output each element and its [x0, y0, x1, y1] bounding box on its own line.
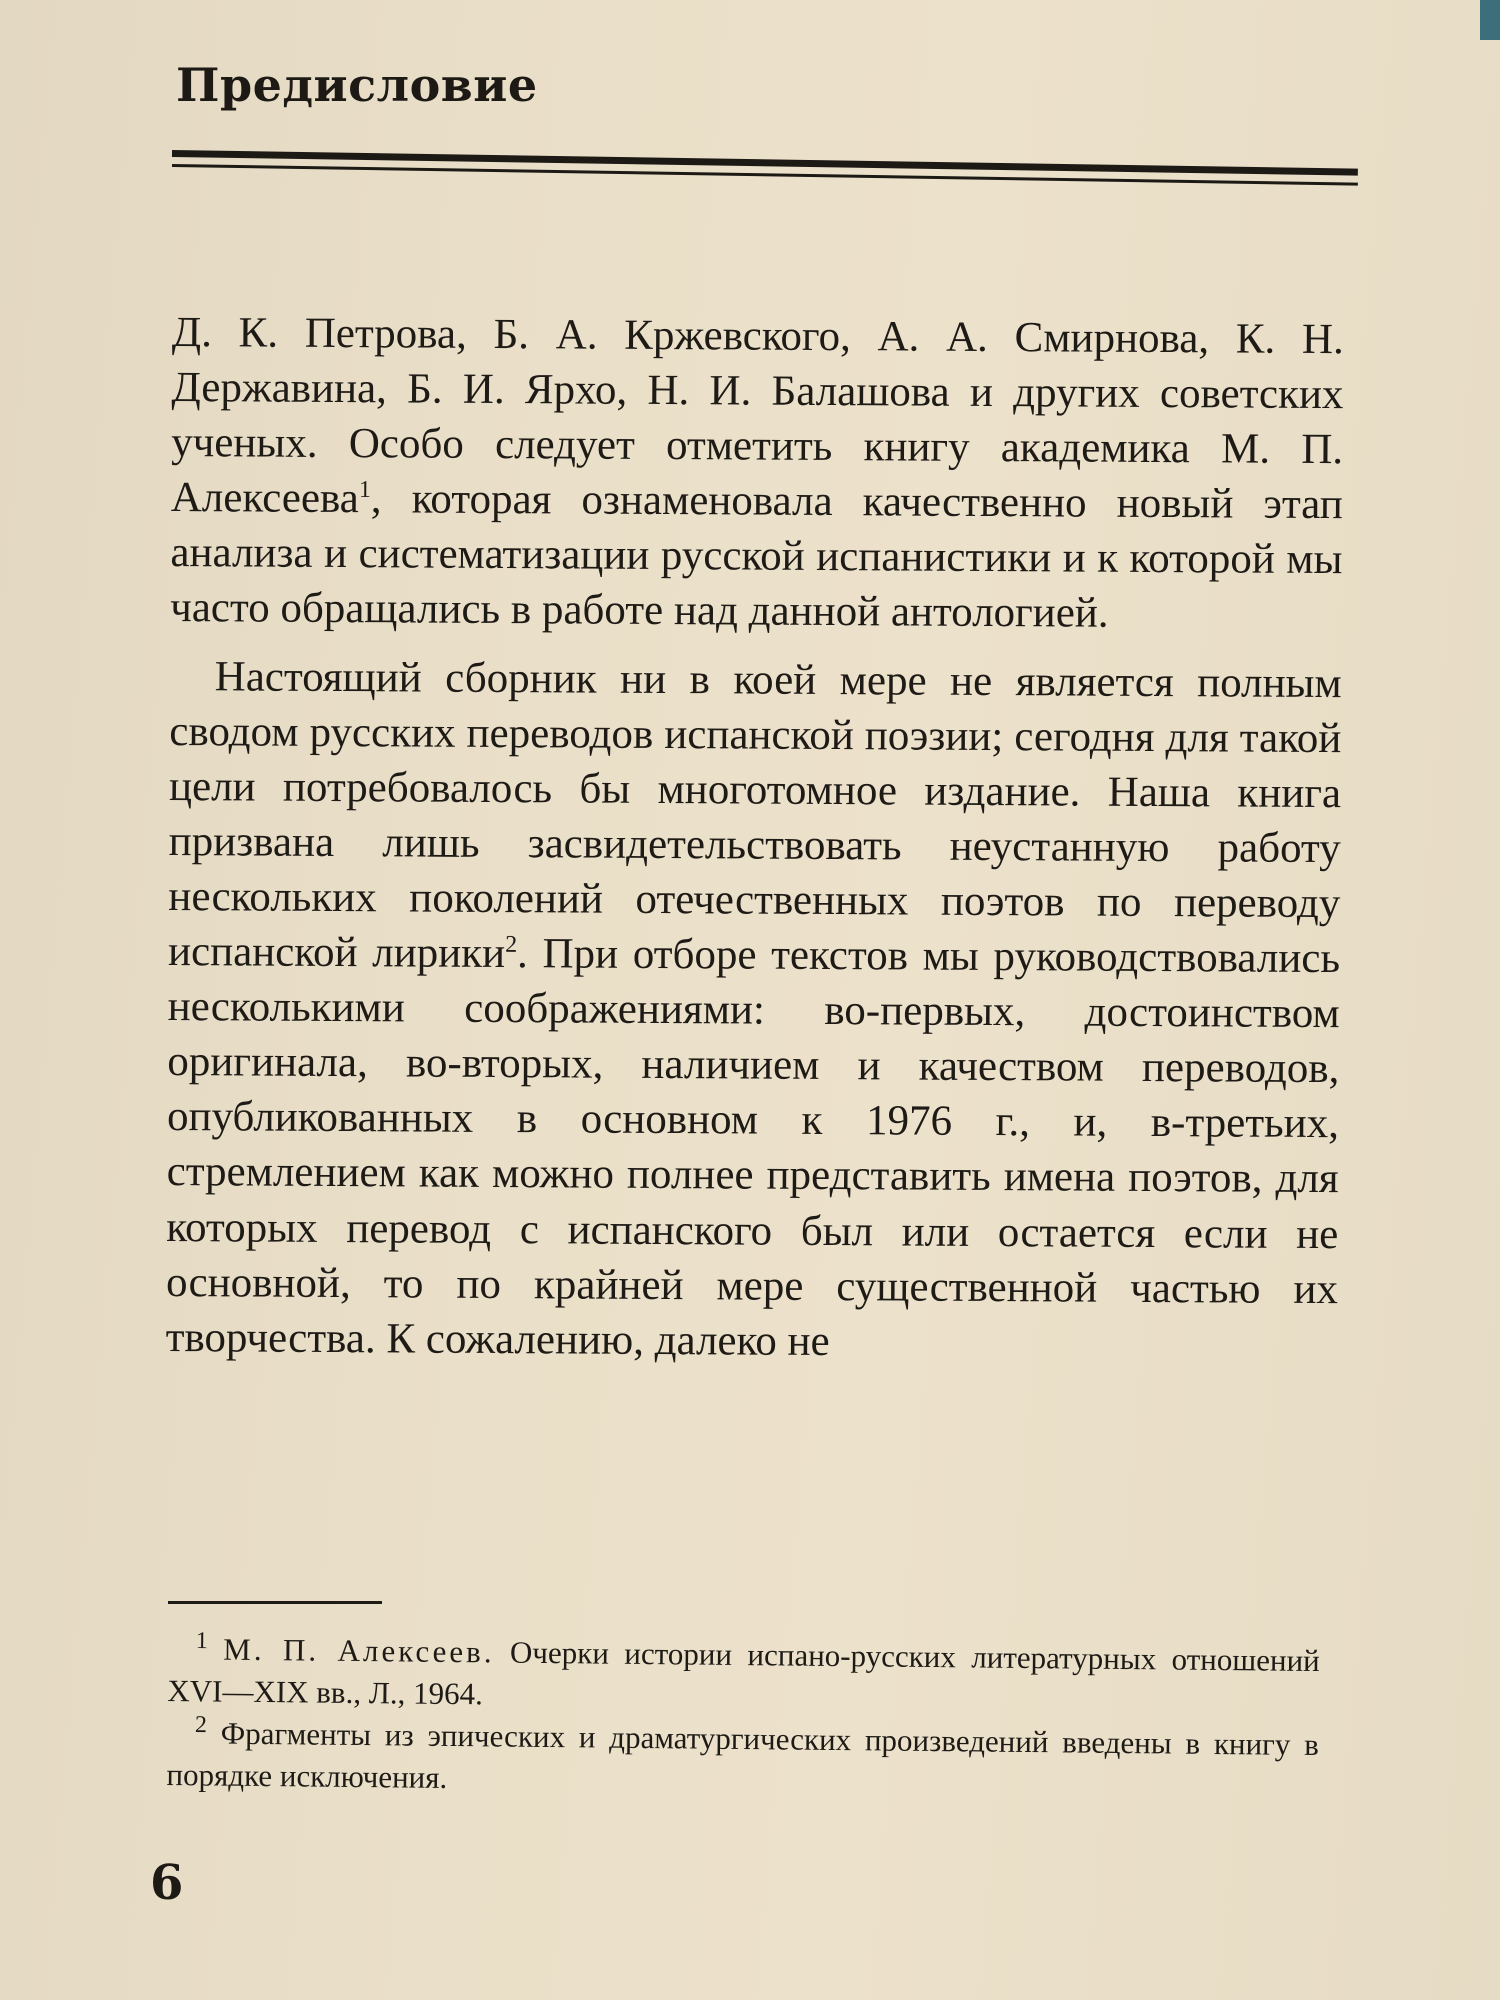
book-edge-strip [1480, 0, 1500, 40]
paragraph-2-part-1: Настоящий сборник ни в коей мере не является полным сводом русских переводов испанской поэзии; сегодня для такой цели потребовалось бы многотомное издание. Наша книга призвана лишь засвидетельствовать неустанную работу нескольких поколений отечественных поэтов по переводу испанской лирики [167, 653, 1342, 978]
footnote-1-author: М. П. Алексеев. [223, 1631, 495, 1670]
footnote-1 [167, 1628, 1320, 1724]
footnotes [166, 1628, 1320, 1807]
footnote-1-text: Очерки истории испано-русских литературных отношений XVI—XIX вв., Л., 1964. [167, 1634, 1320, 1712]
paragraph-2 [166, 649, 1342, 1372]
running-head: Предисловие [176, 58, 538, 112]
footnote-separator [168, 1601, 382, 1604]
footnote-2-marker: 2 [194, 1711, 208, 1738]
footnote-ref-1: 1 [358, 476, 371, 503]
paragraph-1-part-1: Д. К. Петрова, Б. А. Кржевского, А. А. Смирнова, К. Н. Державина, Б. И. Ярхо, Н. И. Балашова и других советских ученых. Особо следует отметить книгу академика М. П. Алексеева [170, 308, 1344, 523]
paragraph-1 [170, 305, 1344, 642]
paragraph-2-part-2: . При отборе текстов мы руководствовались несколькими соображениями: во-первых, достоинством оригинала, во-вторых, наличием и качеством переводов, опубликованных в основном к 1976 г., и, в-третьих, стремлением как можно полнее представить имена поэтов, для которых перевод с испанского был или остается если не основной, то по крайней мере существенной частью их творчества. К сожалению, далеко не [165, 930, 1341, 1365]
paragraph-1-part-2: , которая ознаменовала качественно новый этап анализа и систематизации русской испанистики и к которой мы часто обращались в работе над данной антологией. [170, 475, 1343, 637]
footnote-2-text: Фрагменты из эпических и драматургических произведений введены в книгу в порядке исключения. [166, 1715, 1320, 1795]
page-number: 6 [150, 1855, 184, 1911]
footnote-2 [166, 1712, 1319, 1808]
main-text [166, 305, 1344, 1372]
footnote-1-marker: 1 [195, 1627, 209, 1655]
footnote-ref-2: 2 [505, 932, 518, 959]
header-rule-thick [172, 150, 1358, 176]
